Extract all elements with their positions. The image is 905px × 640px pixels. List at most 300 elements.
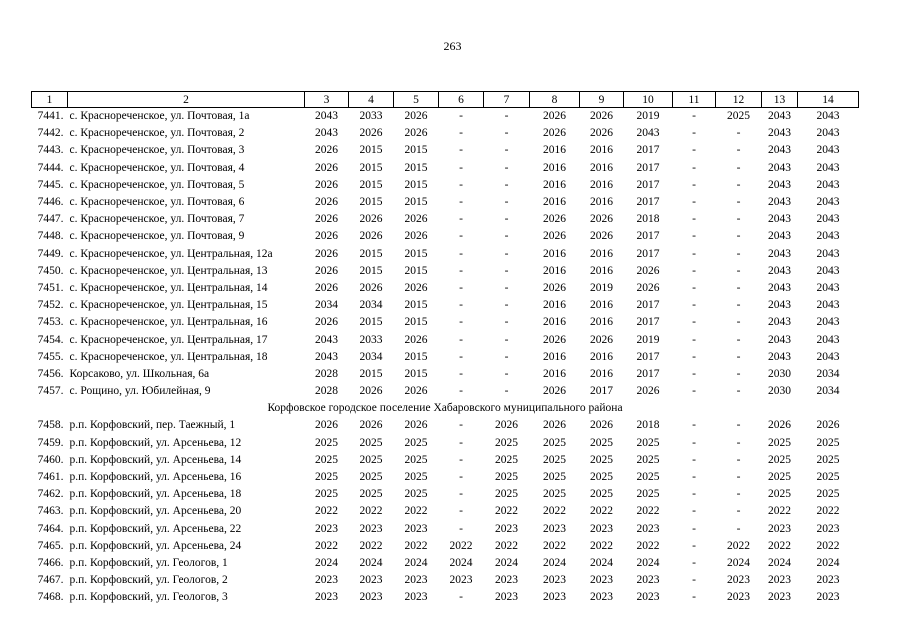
year-cell: 2026 — [590, 333, 613, 346]
year-cell: 2026 — [636, 281, 660, 294]
year-cell: - — [736, 264, 741, 277]
year-cell: - — [692, 161, 696, 174]
address-cell: с. Краснореченское, ул. Центральная, 16 — [69, 316, 268, 329]
row-number: 7446. — [37, 196, 64, 209]
year-cell: 2043 — [816, 144, 840, 157]
table-row — [32, 417, 859, 434]
year-cell: - — [692, 230, 696, 243]
year-cell: 2016 — [590, 144, 613, 157]
year-cell: 2015 — [359, 178, 383, 191]
year-cell: - — [736, 471, 741, 484]
year-cell: 2024 — [495, 556, 518, 569]
year-cell: 2026 — [543, 333, 566, 346]
year-cell: 2023 — [315, 574, 338, 587]
year-cell: 2026 — [315, 230, 338, 243]
year-cell: 2043 — [816, 316, 840, 329]
year-cell: 2025 — [315, 471, 338, 484]
column-header: 3 — [305, 92, 349, 108]
year-cell: - — [459, 522, 463, 535]
year-cell: 2025 — [404, 436, 428, 449]
year-cell: 2043 — [768, 127, 791, 140]
year-cell: - — [692, 505, 696, 518]
year-cell: 2023 — [590, 591, 613, 604]
year-cell: - — [736, 213, 741, 226]
year-cell: 2023 — [543, 591, 566, 604]
year-cell: 2043 — [315, 350, 338, 363]
year-cell: 2026 — [543, 127, 566, 140]
year-cell: 2025 — [590, 471, 613, 484]
year-cell: 2017 — [636, 367, 660, 380]
column-header: 5 — [394, 92, 439, 108]
year-cell: 2023 — [315, 522, 338, 535]
table-row — [32, 263, 859, 280]
year-cell: 2025 — [315, 488, 338, 501]
year-cell: 2016 — [543, 178, 566, 191]
table-body — [32, 108, 859, 607]
year-cell: 2025 — [816, 488, 840, 501]
year-cell: 2043 — [768, 178, 791, 191]
year-cell: 2026 — [543, 110, 566, 123]
year-cell: - — [692, 316, 696, 329]
column-header: 1 — [32, 92, 68, 108]
year-cell: - — [692, 213, 696, 226]
year-cell: 2022 — [315, 539, 338, 552]
year-cell: 2023 — [590, 522, 613, 535]
year-cell: 2022 — [543, 539, 566, 552]
year-cell: 2022 — [543, 505, 566, 518]
year-cell: - — [459, 299, 463, 312]
table-row — [32, 177, 859, 194]
year-cell: - — [504, 385, 509, 398]
table-row — [32, 108, 859, 126]
year-cell: - — [504, 247, 509, 260]
year-cell: 2016 — [590, 196, 613, 209]
year-cell: 2025 — [636, 453, 660, 466]
year-cell: - — [459, 196, 463, 209]
year-cell: 2043 — [768, 213, 791, 226]
row-number: 7445. — [37, 178, 64, 191]
year-cell: 2025 — [543, 488, 566, 501]
year-cell: - — [459, 110, 463, 123]
year-cell: 2026 — [543, 281, 566, 294]
year-cell: 2022 — [816, 539, 840, 552]
year-cell: 2025 — [359, 471, 383, 484]
year-cell: 2015 — [359, 161, 383, 174]
page-number: 263 — [443, 39, 462, 53]
year-cell: 2015 — [359, 367, 383, 380]
year-cell: 2043 — [816, 110, 840, 123]
year-cell: - — [459, 178, 463, 191]
year-cell: - — [504, 110, 509, 123]
year-cell: 2022 — [768, 539, 791, 552]
year-cell: 2025 — [816, 471, 840, 484]
year-cell: 2022 — [495, 539, 518, 552]
year-cell: - — [459, 144, 463, 157]
year-cell: 2016 — [543, 316, 566, 329]
table-row — [32, 297, 859, 314]
year-cell: - — [736, 436, 741, 449]
year-cell: - — [736, 196, 741, 209]
year-cell: 2023 — [495, 522, 518, 535]
year-cell: - — [736, 522, 741, 535]
year-cell: 2022 — [636, 505, 660, 518]
year-cell: 2026 — [359, 281, 383, 294]
year-cell: - — [736, 127, 741, 140]
year-cell: - — [459, 367, 463, 380]
year-cell: 2024 — [315, 556, 338, 569]
year-cell: - — [736, 385, 741, 398]
year-cell: 2017 — [636, 144, 660, 157]
year-cell: 2017 — [636, 299, 660, 312]
row-number: 7443. — [37, 144, 64, 157]
table-row — [32, 314, 859, 331]
year-cell: - — [736, 505, 741, 518]
row-number: 7458. — [37, 419, 64, 432]
year-cell: 2043 — [768, 281, 791, 294]
row-number: 7456. — [37, 367, 64, 380]
address-cell: с. Краснореченское, ул. Почтовая, 9 — [69, 230, 245, 243]
address-cell: р.п. Корфовский, ул. Арсеньева, 22 — [69, 522, 242, 535]
year-cell: - — [459, 505, 463, 518]
year-cell: 2034 — [816, 367, 840, 380]
year-cell: 2019 — [636, 333, 660, 346]
year-cell: - — [692, 281, 696, 294]
year-cell: 2026 — [404, 127, 428, 140]
year-cell: - — [459, 281, 463, 294]
year-cell: 2018 — [636, 213, 660, 226]
year-cell: - — [459, 385, 463, 398]
year-cell: 2043 — [816, 213, 840, 226]
year-cell: 2034 — [359, 350, 383, 363]
year-cell: - — [504, 299, 509, 312]
year-cell: 2026 — [315, 316, 338, 329]
year-cell: 2016 — [543, 264, 566, 277]
year-cell: 2026 — [315, 419, 338, 432]
year-cell: 2015 — [404, 196, 428, 209]
year-cell: 2026 — [636, 385, 660, 398]
table-row — [32, 503, 859, 520]
year-cell: 2026 — [590, 127, 613, 140]
year-cell: - — [459, 161, 463, 174]
year-cell: 2023 — [590, 574, 613, 587]
column-header: 11 — [673, 92, 716, 108]
column-header: 8 — [530, 92, 580, 108]
year-cell: - — [504, 161, 509, 174]
year-cell: - — [736, 230, 741, 243]
year-cell: 2026 — [768, 419, 791, 432]
year-cell: - — [736, 144, 741, 157]
year-cell: - — [459, 247, 463, 260]
year-cell: 2023 — [359, 574, 383, 587]
year-cell: - — [692, 574, 696, 587]
year-cell: 2022 — [727, 539, 750, 552]
address-cell: р.п. Корфовский, ул. Арсеньева, 18 — [69, 488, 242, 501]
year-cell: - — [736, 161, 741, 174]
year-cell: - — [692, 591, 696, 604]
year-cell: 2025 — [636, 436, 660, 449]
table-row — [32, 211, 859, 228]
year-cell: 2016 — [590, 350, 613, 363]
year-cell: 2022 — [359, 505, 383, 518]
year-cell: - — [504, 144, 509, 157]
year-cell: 2026 — [359, 230, 383, 243]
year-cell: 2023 — [543, 574, 566, 587]
year-cell: 2022 — [449, 539, 473, 552]
year-cell: 2025 — [768, 436, 791, 449]
year-cell: 2026 — [636, 264, 660, 277]
address-cell: р.п. Корфовский, ул. Арсеньева, 16 — [69, 471, 242, 484]
year-cell: - — [692, 144, 696, 157]
year-cell: - — [736, 367, 741, 380]
year-cell: 2025 — [768, 488, 791, 501]
column-header: 14 — [798, 92, 859, 108]
table-row — [32, 331, 859, 348]
year-cell: - — [459, 591, 463, 604]
year-cell: 2023 — [816, 522, 840, 535]
year-cell: 2023 — [636, 591, 660, 604]
year-cell: 2025 — [636, 471, 660, 484]
year-cell: 2033 — [359, 110, 383, 123]
year-cell: - — [692, 196, 696, 209]
row-number: 7455. — [37, 350, 64, 363]
year-cell: 2043 — [816, 161, 840, 174]
year-cell: 2025 — [359, 453, 383, 466]
year-cell: 2043 — [315, 127, 338, 140]
year-cell: - — [736, 453, 741, 466]
year-cell: 2025 — [543, 471, 566, 484]
address-cell: с. Краснореченское, ул. Почтовая, 6 — [69, 196, 245, 209]
year-cell: 2016 — [590, 299, 613, 312]
row-number: 7467. — [37, 574, 64, 587]
year-cell: 2025 — [768, 453, 791, 466]
address-cell: р.п. Корфовский, ул. Арсеньева, 14 — [69, 453, 242, 466]
table-row — [32, 280, 859, 297]
year-cell: 2022 — [404, 539, 428, 552]
year-cell: 2043 — [816, 350, 840, 363]
table-row — [32, 435, 859, 452]
year-cell: 2043 — [816, 196, 840, 209]
address-cell: с. Краснореченское, ул. Центральная, 18 — [69, 350, 268, 363]
row-number: 7461. — [37, 471, 64, 484]
year-cell: 2028 — [315, 385, 338, 398]
year-cell: 2023 — [768, 574, 791, 587]
year-cell: 2025 — [404, 488, 428, 501]
year-cell: 2028 — [315, 367, 338, 380]
year-cell: 2019 — [636, 110, 660, 123]
year-cell: 2026 — [495, 419, 518, 432]
year-cell: 2023 — [816, 574, 840, 587]
year-cell: 2024 — [404, 556, 428, 569]
table-row — [32, 521, 859, 538]
year-cell: 2015 — [404, 247, 428, 260]
year-cell: 2025 — [404, 471, 428, 484]
table-row — [32, 142, 859, 159]
year-cell: 2034 — [816, 385, 840, 398]
year-cell: - — [459, 471, 463, 484]
year-cell: 2022 — [768, 505, 791, 518]
year-cell: 2015 — [404, 178, 428, 191]
year-cell: 2043 — [636, 127, 660, 140]
year-cell: 2026 — [315, 144, 338, 157]
year-cell: - — [692, 333, 696, 346]
year-cell: - — [459, 127, 463, 140]
year-cell: 2023 — [768, 591, 791, 604]
row-number: 7442. — [37, 127, 64, 140]
column-header: 13 — [762, 92, 798, 108]
year-cell: - — [736, 488, 741, 501]
row-number: 7462. — [37, 488, 64, 501]
year-cell: - — [504, 281, 509, 294]
year-cell: 2026 — [359, 419, 383, 432]
address-cell: с. Краснореченское, ул. Центральная, 12а — [69, 247, 273, 260]
year-cell: - — [736, 350, 741, 363]
year-cell: 2022 — [590, 505, 613, 518]
table-row — [32, 194, 859, 211]
year-cell: 2025 — [636, 488, 660, 501]
year-cell: 2015 — [404, 350, 428, 363]
year-cell: - — [459, 213, 463, 226]
year-cell: 2015 — [359, 247, 383, 260]
year-cell: - — [692, 110, 696, 123]
year-cell: 2043 — [816, 230, 840, 243]
year-cell: 2016 — [543, 350, 566, 363]
year-cell: 2043 — [768, 350, 791, 363]
address-cell: с. Краснореченское, ул. Почтовая, 2 — [69, 127, 245, 140]
year-cell: 2033 — [359, 333, 383, 346]
year-cell: - — [692, 385, 696, 398]
year-cell: 2026 — [315, 178, 338, 191]
address-cell: с. Краснореченское, ул. Центральная, 14 — [69, 281, 268, 294]
year-cell: 2026 — [315, 161, 338, 174]
year-cell: 2015 — [404, 264, 428, 277]
year-cell: 2043 — [768, 161, 791, 174]
year-cell: 2023 — [315, 591, 338, 604]
year-cell: 2016 — [590, 316, 613, 329]
year-cell: 2016 — [543, 196, 566, 209]
year-cell: 2026 — [315, 264, 338, 277]
year-cell: 2015 — [404, 299, 428, 312]
year-cell: 2015 — [359, 264, 383, 277]
year-cell: 2017 — [590, 385, 613, 398]
year-cell: 2023 — [449, 574, 473, 587]
year-cell: - — [692, 522, 696, 535]
row-number: 7448. — [37, 230, 64, 243]
address-cell: р.п. Корфовский, ул. Геологов, 1 — [69, 556, 228, 569]
year-cell: - — [692, 178, 696, 191]
year-cell: 2043 — [816, 127, 840, 140]
year-cell: 2017 — [636, 196, 660, 209]
table-row — [32, 366, 859, 383]
year-cell: 2043 — [768, 110, 791, 123]
year-cell: 2023 — [359, 591, 383, 604]
year-cell: 2026 — [404, 281, 428, 294]
year-cell: 2025 — [495, 453, 518, 466]
year-cell: 2043 — [816, 281, 840, 294]
row-number: 7450. — [37, 264, 64, 277]
year-cell: 2023 — [636, 522, 660, 535]
year-cell: - — [504, 127, 509, 140]
year-cell: 2026 — [816, 419, 840, 432]
year-cell: 2025 — [315, 453, 338, 466]
year-cell: 2016 — [543, 367, 566, 380]
year-cell: - — [692, 471, 696, 484]
year-cell: - — [736, 178, 741, 191]
year-cell: 2043 — [768, 299, 791, 312]
year-cell: 2024 — [727, 556, 750, 569]
year-cell: 2016 — [543, 161, 566, 174]
year-cell: 2043 — [315, 333, 338, 346]
year-cell: 2023 — [359, 522, 383, 535]
year-cell: 2026 — [543, 419, 566, 432]
row-number: 7463. — [37, 505, 64, 518]
year-cell: 2016 — [590, 264, 613, 277]
address-cell: р.п. Корфовский, ул. Арсеньева, 12 — [69, 436, 242, 449]
year-cell: 2023 — [495, 574, 518, 587]
year-cell: 2023 — [816, 591, 840, 604]
year-cell: 2018 — [636, 419, 660, 432]
year-cell: 2025 — [590, 488, 613, 501]
year-cell: - — [736, 281, 741, 294]
year-cell: - — [459, 264, 463, 277]
year-cell: 2016 — [590, 247, 613, 260]
year-cell: 2015 — [359, 144, 383, 157]
year-cell: 2023 — [543, 522, 566, 535]
year-cell: 2022 — [590, 539, 613, 552]
address-cell: с. Краснореченское, ул. Почтовая, 4 — [69, 161, 245, 174]
address-cell: с. Краснореченское, ул. Почтовая, 3 — [69, 144, 245, 157]
row-number: 7454. — [37, 333, 64, 346]
year-cell: 2016 — [590, 178, 613, 191]
year-cell: 2026 — [590, 213, 613, 226]
year-cell: 2017 — [636, 230, 660, 243]
year-cell: 2022 — [404, 505, 428, 518]
address-cell: с. Краснореченское, ул. Центральная, 15 — [69, 299, 268, 312]
schedule-table — [31, 91, 859, 606]
table-row — [32, 452, 859, 469]
row-number: 7444. — [37, 161, 64, 174]
year-cell: 2026 — [543, 230, 566, 243]
table-row — [32, 469, 859, 486]
address-cell: Корсаково, ул. Школьная, 6а — [69, 367, 210, 380]
year-cell: 2016 — [590, 161, 613, 174]
table-row — [32, 228, 859, 245]
year-cell: - — [504, 196, 509, 209]
year-cell: - — [736, 333, 741, 346]
row-number: 7453. — [37, 316, 64, 329]
year-cell: - — [692, 488, 696, 501]
year-cell: 2025 — [359, 488, 383, 501]
year-cell: 2025 — [543, 453, 566, 466]
row-number: 7466. — [37, 556, 64, 569]
year-cell: - — [504, 367, 509, 380]
year-cell: 2024 — [590, 556, 613, 569]
column-header: 9 — [580, 92, 624, 108]
row-number: 7452. — [37, 299, 64, 312]
address-cell: р.п. Корфовский, ул. Арсеньева, 24 — [69, 539, 242, 552]
column-header: 7 — [484, 92, 530, 108]
row-number: 7451. — [37, 281, 64, 294]
year-cell: 2015 — [404, 367, 428, 380]
year-cell: 2024 — [543, 556, 566, 569]
row-number: 7449. — [37, 247, 64, 260]
year-cell: 2016 — [543, 299, 566, 312]
row-number: 7465. — [37, 539, 64, 552]
year-cell: - — [504, 350, 509, 363]
year-cell: 2043 — [768, 316, 791, 329]
year-cell: - — [459, 419, 463, 432]
year-cell: 2025 — [590, 453, 613, 466]
year-cell: - — [459, 436, 463, 449]
